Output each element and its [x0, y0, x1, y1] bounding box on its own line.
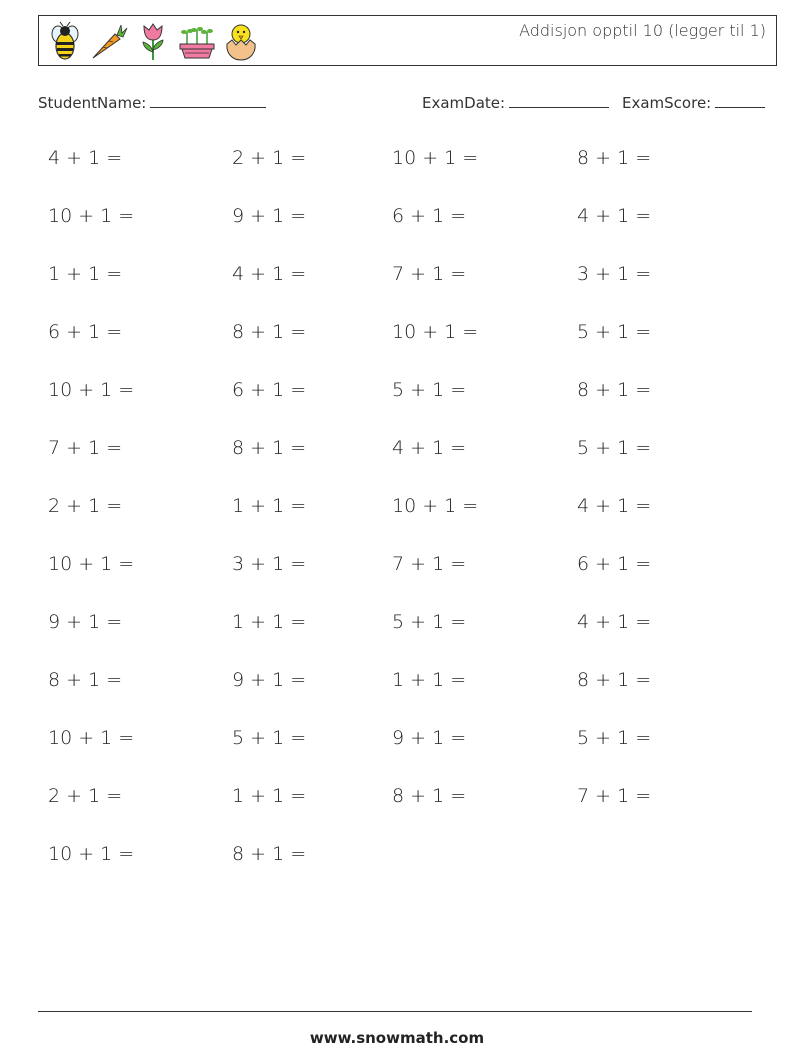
problem-item: 10 + 1 = [392, 495, 479, 517]
problem-item: 4 + 1 = [392, 437, 467, 459]
problem-item: 1 + 1 = [48, 263, 123, 285]
problem-item: 5 + 1 = [392, 611, 467, 633]
student-name-field[interactable] [38, 93, 266, 112]
problem-item: 9 + 1 = [392, 727, 467, 749]
problem-item: 8 + 1 = [577, 669, 652, 691]
problem-item: 8 + 1 = [392, 785, 467, 807]
problem-item: 10 + 1 = [392, 147, 479, 169]
header-icons [45, 20, 261, 62]
bee-icon [45, 20, 85, 62]
student-name-line[interactable] [150, 93, 266, 108]
problem-item: 1 + 1 = [232, 785, 307, 807]
problem-item: 3 + 1 = [577, 263, 652, 285]
problem-item: 8 + 1 = [577, 379, 652, 401]
problem-item: 8 + 1 = [232, 843, 307, 865]
problem-item: 6 + 1 = [392, 205, 467, 227]
problem-item: 5 + 1 = [232, 727, 307, 749]
problem-item: 10 + 1 = [392, 321, 479, 343]
exam-date-line[interactable] [509, 93, 609, 108]
header-box [38, 15, 777, 66]
exam-date-label: ExamDate: [422, 94, 506, 112]
problem-item: 5 + 1 = [577, 437, 652, 459]
student-name-label: StudentName: [38, 94, 147, 112]
problem-item: 1 + 1 = [232, 611, 307, 633]
hatching-chick-icon [221, 20, 261, 62]
problem-item: 10 + 1 = [48, 205, 135, 227]
problem-item: 9 + 1 = [48, 611, 123, 633]
problem-item: 7 + 1 = [392, 263, 467, 285]
problem-item: 10 + 1 = [48, 379, 135, 401]
problem-item: 6 + 1 = [48, 321, 123, 343]
problem-item: 3 + 1 = [232, 553, 307, 575]
problem-item: 4 + 1 = [232, 263, 307, 285]
exam-score-line[interactable] [715, 93, 765, 108]
problem-item: 7 + 1 = [577, 785, 652, 807]
student-info-row [38, 93, 770, 115]
problem-item: 7 + 1 = [48, 437, 123, 459]
problem-item: 8 + 1 = [232, 437, 307, 459]
problem-item: 6 + 1 = [232, 379, 307, 401]
worksheet-title: Addisjon opptil 10 (legger til 1) [519, 21, 766, 40]
sprouts-pot-icon [177, 20, 217, 62]
problem-item: 2 + 1 = [232, 147, 307, 169]
problem-item: 5 + 1 = [392, 379, 467, 401]
exam-score-field[interactable] [622, 93, 765, 112]
problem-item: 8 + 1 = [232, 321, 307, 343]
problem-item: 7 + 1 = [392, 553, 467, 575]
problem-item: 1 + 1 = [232, 495, 307, 517]
carrot-icon [89, 20, 129, 62]
problem-item: 9 + 1 = [232, 205, 307, 227]
problem-item: 5 + 1 = [577, 727, 652, 749]
exam-score-label: ExamScore: [622, 94, 712, 112]
problem-item: 1 + 1 = [392, 669, 467, 691]
problem-item: 10 + 1 = [48, 843, 135, 865]
footer-divider [38, 1011, 752, 1012]
problem-item: 2 + 1 = [48, 495, 123, 517]
problem-item: 9 + 1 = [232, 669, 307, 691]
problem-item: 8 + 1 = [577, 147, 652, 169]
problem-item: 6 + 1 = [577, 553, 652, 575]
exam-date-field[interactable] [422, 93, 609, 112]
tulip-icon [133, 20, 173, 62]
problem-item: 4 + 1 = [48, 147, 123, 169]
problem-item: 2 + 1 = [48, 785, 123, 807]
problem-item: 4 + 1 = [577, 611, 652, 633]
problem-item: 5 + 1 = [577, 321, 652, 343]
problem-item: 4 + 1 = [577, 205, 652, 227]
problem-item: 10 + 1 = [48, 553, 135, 575]
footer-website: www.snowmath.com [309, 1029, 485, 1047]
problem-item: 8 + 1 = [48, 669, 123, 691]
problem-item: 4 + 1 = [577, 495, 652, 517]
problem-item: 10 + 1 = [48, 727, 135, 749]
